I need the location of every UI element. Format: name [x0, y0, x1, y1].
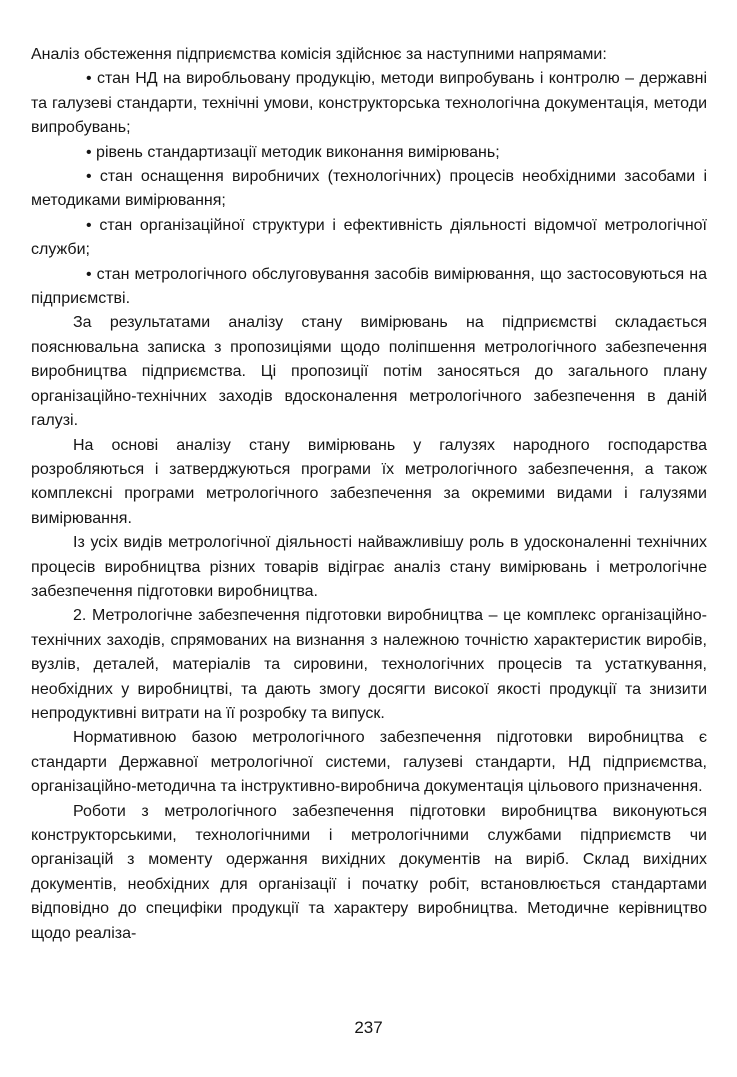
intro-paragraph: Аналіз обстеження підприємства комісія здійснює за наступними напрямами:	[31, 46, 607, 63]
bullet-item-nd-state: • стан НД на виробльовану продукцію, методи випробувань і контролю – державні та галузеві стандарти, технічні умови, конструкторська технологічна документація, методи випробувань;	[31, 70, 707, 137]
bullet-item-metrological-service: • стан метрологічного обслуговування засобів вимірювання, що застосовуються на підприємстві.	[31, 265, 707, 308]
paragraph-definition: 2. Метрологічне забезпечення підготовки виробництва – це комплекс організаційно-технічних заходів, спрямованих на визнання з належною точністю характеристик виробів, вузлів, деталей, матеріалів та сировини, технологічних процесів та устаткування, необхідних у виробництві, та дають змогу досягти високої якості продукції та знизити непродуктивні витрати на її розробку та випуск.	[31, 607, 707, 722]
paragraph-normative-base: Нормативною базою метрологічного забезпечення підготовки виробництва є стандарти Державної метрологічної системи, галузеві стандарти, НД підприємства, організаційно-методична та інструктивно-виробнича документація цільового призначення.	[31, 729, 707, 796]
page-number: 237	[354, 1018, 383, 1037]
paragraph-programs: На основі аналізу стану вимірювань у галузях народного господарства розробляються і затверджуються програми їх метрологічного забезпечення, а також комплексні програми метрологічного забезпечення за окремими видами і галузями вимірювання.	[31, 436, 707, 527]
bullet-item-equipment-state: • стан оснащення виробничих (технологічних) процесів необхідними засобами і методиками вимірювання;	[31, 168, 707, 210]
paragraph-works: Роботи з метрологічного забезпечення підготовки виробництва виконуються конструкторськими, технологічними і метрологічними службами підприємств чи організацій з моменту одержання вихідних документів на виріб. Склад вихідних документів, необхідних для організації і початку робіт, встановлюється стандартами відповідно до специфіки продукції та характеру виробництва. Методичне керівництво щодо реаліза-	[31, 802, 707, 942]
paragraph-importance: Із усіх видів метрологічної діяльності найважливішу роль в удосконаленні технічних процесів виробництва різних товарів відіграє аналіз стану вимірювань і метрологічне забезпечення підготовки виробництва.	[31, 534, 707, 600]
bullet-item-organization-structure: • стан організаційної структури і ефективність діяльності відомчої метрологічної служби;	[31, 216, 707, 259]
bullet-item-standardization-level: • рівень стандартизації методик виконання вимірювань;	[86, 143, 500, 161]
paragraph-results: За результатами аналізу стану вимірювань на підприємстві складається пояснювальна записка з пропозиціями щодо поліпшення метрологічного забезпечення виробництва підприємства. Ці пропозиції потім заносяться до загального плану організаційно-технічних заходів вдосконалення метрологічного забезпечення в даній галузі.	[31, 314, 707, 430]
page-text	[31, 43, 707, 946]
